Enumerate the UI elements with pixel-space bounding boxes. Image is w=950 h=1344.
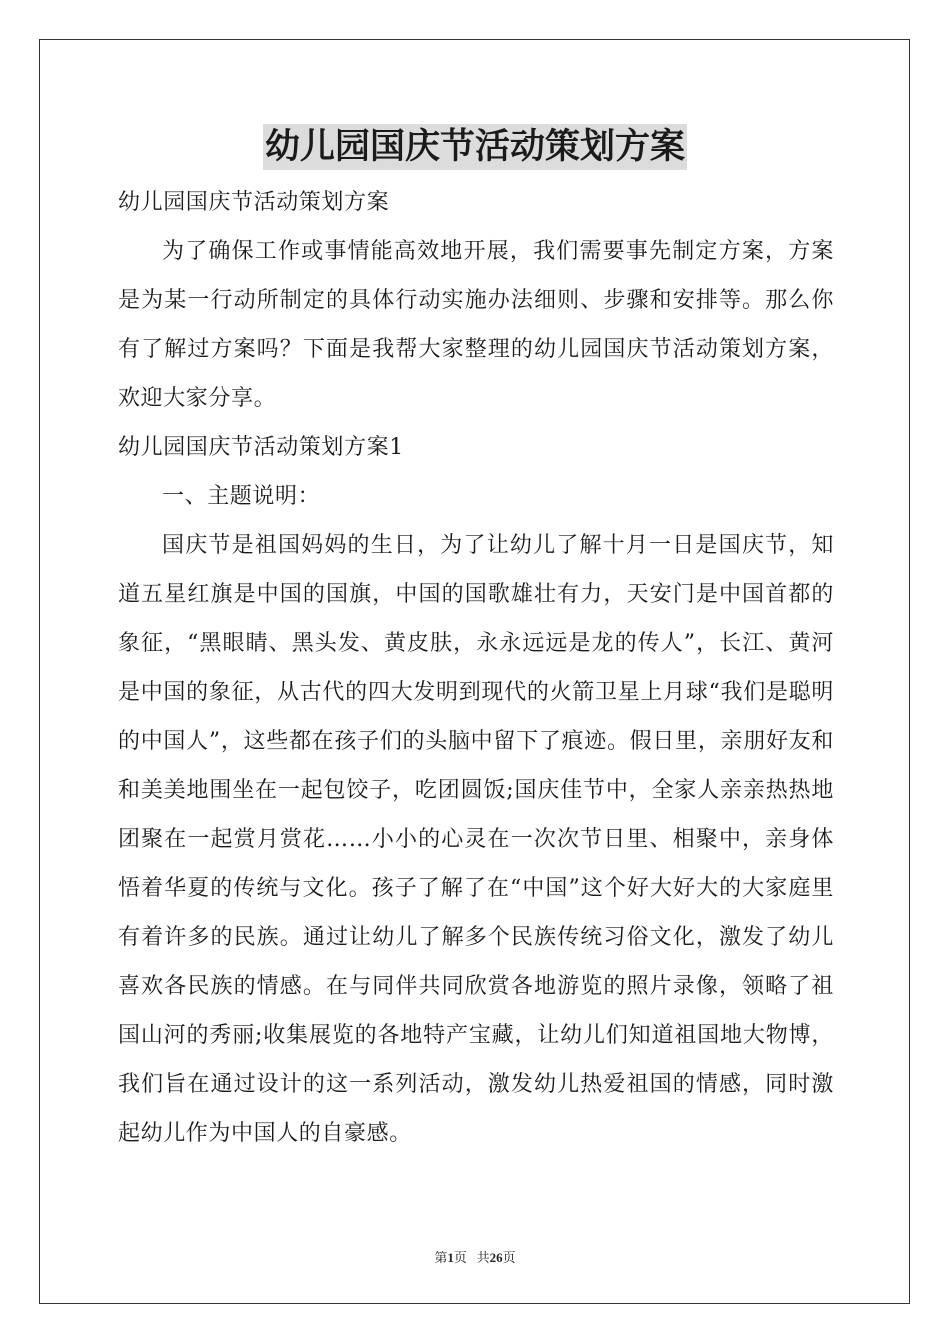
document-title-text: 幼儿园国庆节活动策划方案 [263,124,687,170]
subsection-heading: 一、主题说明： [162,484,321,509]
footer-total-prefix: 共 [476,1250,490,1265]
footer-page-prefix: 第 [434,1250,448,1265]
footer-page-suffix: 页 [453,1250,467,1265]
footer-total-suffix: 页 [502,1250,516,1265]
paragraph-theme-description: 国庆节是祖国妈妈的生日，为了让幼儿了解十月一日是国庆节，知道五星红旗是中国的国旗，中国的国歌雄壮有力，天安门是中国首都的象征，“黑眼睛、黑头发、黄皮肤，永永远远是龙的传人”，长江、黄河是中国的象征，从古代的四大发明到现代的火箭卫星上月球“我们是聪明的中国人”，这些都在孩子们的头脑中留下了痕迹。假日里，亲朋好友和和美美地围坐在一起包饺子，吃团圆饭;国庆佳节中，全家人亲亲热热地团聚在一起赏月赏花……小小的心灵在一次次节日里、相聚中，亲身体悟着华夏的传统与文化。孩子了解了在“中国”这个好大好大的大家庭里有着许多的民族。通过让幼儿了解多个民族传统习俗文化，激发了幼儿喜欢各民族的情感。在与同伴共同欣赏各地游览的照片录像，领略了祖国山河的秀丽;收集展览的各地特产宝藏，让幼儿们知道祖国地大物博，我们旨在通过设计的这一系列活动，激发幼儿热爱祖国的情感，同时激起幼儿作为中国人的自豪感。 [118,533,834,1146]
footer-page-number: 1 [447,1250,454,1265]
document-body [118,178,834,1158]
page-footer [0,1247,950,1266]
footer-total-pages: 26 [489,1250,503,1265]
paragraph-intro: 为了确保工作或事情能高效地开展，我们需要事先制定方案，方案是为某一行动所制定的具体行动实施办法细则、步骤和安排等。那么你有了解过方案吗？下面是我帮大家整理的幼儿园国庆节活动策划方案，欢迎大家分享。 [118,239,834,411]
section-heading: 幼儿园国庆节活动策划方案1 [118,435,404,460]
document-title [0,124,950,170]
paragraph-subtitle: 幼儿园国庆节活动策划方案 [118,190,390,215]
